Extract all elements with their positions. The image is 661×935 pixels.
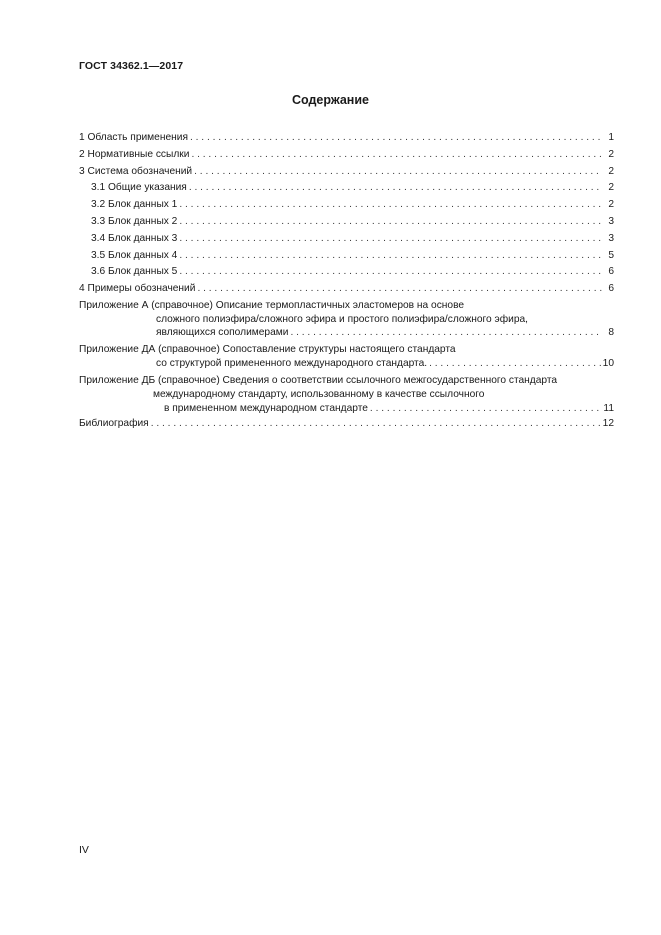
dot-leader: [370, 402, 602, 416]
toc-entry-label: 1 Область применения: [79, 132, 188, 143]
dot-leader: [190, 130, 602, 147]
toc-entry-label-line-3: являющихся сополимерами: [156, 327, 289, 339]
toc-entry-section-3-1[interactable]: [79, 180, 614, 197]
toc-entry-page: 2: [608, 165, 614, 177]
page-number-roman: IV: [79, 844, 89, 856]
toc-entry-page: 11: [603, 402, 614, 414]
dot-leader: [179, 248, 602, 265]
dot-leader: [189, 180, 602, 197]
toc-entry-appendix-db[interactable]: [79, 373, 614, 416]
toc-entry-label: 3.1 Общие указания: [91, 182, 187, 194]
toc-entry-section-3-4[interactable]: [79, 231, 614, 248]
toc-entry-label-line-1: Приложение А (справочное) Описание термопластичных эластомеров на основе: [79, 299, 465, 311]
toc-entry-page: 1: [608, 132, 614, 143]
toc-entry-section-3-5[interactable]: [79, 248, 614, 265]
toc-entry-bibliography[interactable]: [79, 416, 614, 433]
toc-entry-label-line-1: Приложение ДБ (справочное) Сведения о соответствии ссылочного межгосударственного стандарта: [79, 375, 558, 387]
toc-entry-page: 2: [608, 148, 614, 160]
toc-entry-label: 3.6 Блок данных 5: [91, 266, 178, 278]
toc-entry-page: 8: [608, 327, 614, 339]
toc-entry-label-line-2: международному стандарту, использованному в качестве ссылочного: [153, 389, 485, 401]
dot-leader: [197, 281, 602, 298]
toc-entry-label-line-3: в примененном международном стандарте: [164, 402, 368, 414]
toc-entry-page: 12: [602, 417, 614, 429]
toc-entry-section-3[interactable]: [79, 164, 614, 181]
toc-entry-label-line-2: со структурой примененного международного стандарта.: [156, 358, 428, 370]
dot-leader: [179, 197, 602, 214]
toc-entry-section-1[interactable]: [79, 130, 614, 147]
toc-entry-section-3-6[interactable]: [79, 264, 614, 281]
toc-entry-page: 3: [608, 232, 614, 244]
toc-entry-label: Библиография: [79, 417, 149, 429]
toc-entry-label: 3.4 Блок данных 3: [91, 232, 178, 244]
toc-entry-label-line-2: сложного полиэфира/сложного эфира и простого полиэфира/сложного эфира,: [156, 313, 528, 325]
toc-entry-appendix-a[interactable]: [79, 298, 614, 341]
dot-leader: [179, 264, 602, 281]
toc-entry-section-3-2[interactable]: [79, 197, 614, 214]
toc-entry-label: 3.2 Блок данных 1: [91, 199, 178, 211]
toc-entry-page: 3: [608, 215, 614, 227]
toc-entry-page: 5: [608, 249, 614, 261]
toc-entry-page: 2: [608, 199, 614, 211]
toc-entry-section-2[interactable]: [79, 147, 614, 164]
toc-entry-section-3-3[interactable]: [79, 214, 614, 231]
toc-entry-label: 3.3 Блок данных 2: [91, 215, 178, 227]
document-code-header: ГОСТ 34362.1—2017: [79, 60, 184, 72]
toc-entry-label: 2 Нормативные ссылки: [79, 148, 190, 160]
dot-leader: [191, 147, 602, 164]
toc-entry-page: 10: [602, 358, 614, 370]
table-of-contents: [79, 130, 614, 433]
dot-leader: [290, 326, 602, 340]
dot-leader: [179, 214, 602, 231]
page-title: Содержание: [291, 93, 369, 107]
toc-entry-appendix-da[interactable]: [79, 342, 614, 371]
dot-leader: [179, 231, 602, 248]
dot-leader: [194, 164, 602, 181]
toc-entry-label: 4 Примеры обозначений: [79, 283, 196, 295]
toc-entry-label: 3.5 Блок данных 4: [91, 249, 178, 261]
toc-entry-label-line-1: Приложение ДА (справочное) Сопоставление структуры настоящего стандарта: [79, 344, 456, 356]
dot-leader: [429, 357, 601, 371]
toc-entry-section-4[interactable]: [79, 281, 614, 298]
dot-leader: [151, 416, 601, 433]
toc-entry-label: 3 Система обозначений: [79, 165, 193, 177]
toc-entry-page: 6: [608, 283, 614, 295]
toc-entry-page: 6: [608, 266, 614, 278]
toc-entry-page: 2: [608, 182, 614, 194]
